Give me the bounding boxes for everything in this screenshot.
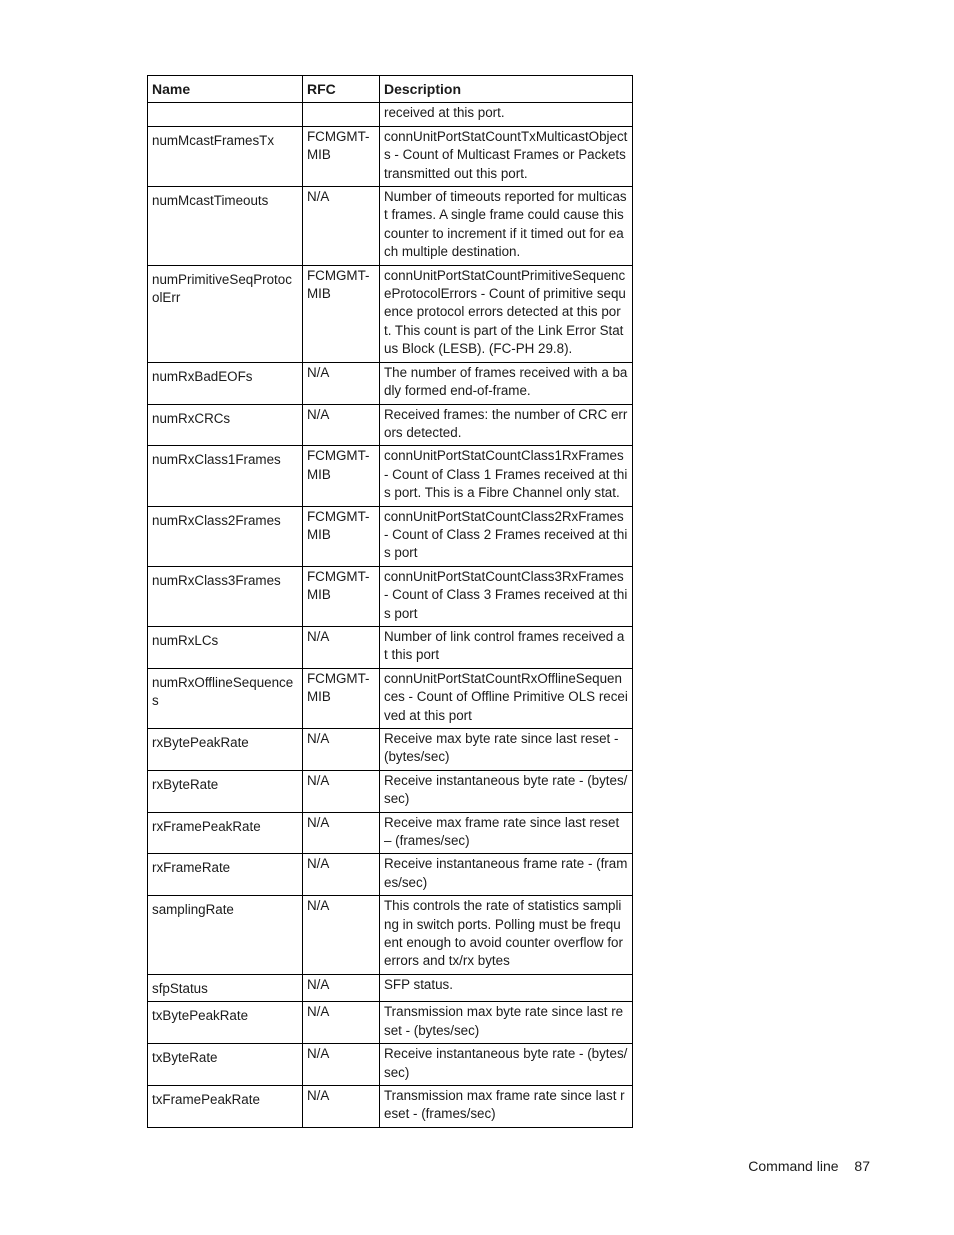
table-row: [148, 770, 633, 812]
cell-name: sfpStatus: [148, 974, 303, 1001]
cell-description: Receive max byte rate since last reset - (bytes/sec): [380, 729, 633, 771]
cell-rfc: N/A: [303, 187, 380, 266]
cell-name: txFramePeakRate: [148, 1085, 303, 1127]
cell-name: samplingRate: [148, 896, 303, 975]
table-row: [148, 729, 633, 771]
cell-rfc: N/A: [303, 1044, 380, 1086]
column-header-description: Description: [380, 76, 633, 103]
cell-rfc: FCMGMT-MIB: [303, 265, 380, 362]
cell-description: connUnitPortStatCountClass1RxFrames - Count of Class 1 Frames received at this port. This is a Fibre Channel only stat.: [380, 446, 633, 506]
cell-description: connUnitPortStatCountTxMulticastObjects - Count of Multicast Frames or Packets transmitted out this port.: [380, 126, 633, 186]
cell-description: Receive instantaneous frame rate - (frames/sec): [380, 854, 633, 896]
cell-name: numRxCRCs: [148, 404, 303, 446]
footer-section-title: Command line: [748, 1158, 839, 1174]
cell-rfc: N/A: [303, 854, 380, 896]
cell-rfc: N/A: [303, 362, 380, 404]
cell-name: rxFramePeakRate: [148, 812, 303, 854]
table-row: [148, 187, 633, 266]
table-header-row: [148, 76, 633, 103]
cell-name: rxBytePeakRate: [148, 729, 303, 771]
cell-name: numRxClass1Frames: [148, 446, 303, 506]
cell-description: Receive instantaneous byte rate - (bytes/sec): [380, 770, 633, 812]
cell-rfc: FCMGMT-MIB: [303, 126, 380, 186]
cell-description: Received frames: the number of CRC errors detected.: [380, 404, 633, 446]
table-row: [148, 404, 633, 446]
cell-rfc: FCMGMT-MIB: [303, 566, 380, 626]
cell-name: numPrimitiveSeqProtocolErr: [148, 265, 303, 362]
table-body: [148, 103, 633, 1127]
table-row: [148, 126, 633, 186]
cell-rfc: N/A: [303, 729, 380, 771]
cell-rfc: N/A: [303, 974, 380, 1001]
cell-description: Transmission max byte rate since last reset - (bytes/sec): [380, 1002, 633, 1044]
table-row: [148, 362, 633, 404]
cell-description: Transmission max frame rate since last reset - (frames/sec): [380, 1085, 633, 1127]
cell-rfc: N/A: [303, 404, 380, 446]
table-row: [148, 1002, 633, 1044]
table-row: [148, 103, 633, 126]
table-row: [148, 265, 633, 362]
table-row: [148, 1044, 633, 1086]
cell-name: numMcastTimeouts: [148, 187, 303, 266]
cell-name: numMcastFramesTx: [148, 126, 303, 186]
table-row: [148, 1085, 633, 1127]
cell-description: Number of link control frames received at this port: [380, 626, 633, 668]
cell-name: numRxClass2Frames: [148, 506, 303, 566]
cell-name: txBytePeakRate: [148, 1002, 303, 1044]
cell-name: numRxOfflineSequences: [148, 668, 303, 728]
column-header-rfc: RFC: [303, 76, 380, 103]
cell-name: rxFrameRate: [148, 854, 303, 896]
cell-description: SFP status.: [380, 974, 633, 1001]
column-header-name: Name: [148, 76, 303, 103]
cell-rfc: FCMGMT-MIB: [303, 668, 380, 728]
cell-name: numRxBadEOFs: [148, 362, 303, 404]
table-row: [148, 668, 633, 728]
cell-name: txByteRate: [148, 1044, 303, 1086]
table-row: [148, 974, 633, 1001]
cell-rfc: N/A: [303, 626, 380, 668]
cell-name: rxByteRate: [148, 770, 303, 812]
cell-name: [148, 103, 303, 126]
cell-rfc: [303, 103, 380, 126]
page-footer: [748, 1158, 870, 1174]
cell-description: connUnitPortStatCountClass3RxFrames - Count of Class 3 Frames received at this port: [380, 566, 633, 626]
cell-description: Number of timeouts reported for multicast frames. A single frame could cause this counter to increment if it timed out for each multiple destination.: [380, 187, 633, 266]
table-row: [148, 626, 633, 668]
table-row: [148, 896, 633, 975]
mib-statistics-table: [147, 75, 633, 1128]
cell-description: connUnitPortStatCountPrimitiveSequenceProtocolErrors - Count of primitive sequence protocol errors detected at this port. This count is part of the Link Error Status Block (LESB). (FC-PH 29.8).: [380, 265, 633, 362]
page-number: 87: [854, 1158, 870, 1174]
cell-description: connUnitPortStatCountRxOfflineSequences - Count of Offline Primitive OLS received at this port: [380, 668, 633, 728]
cell-name: numRxClass3Frames: [148, 566, 303, 626]
cell-rfc: FCMGMT-MIB: [303, 506, 380, 566]
cell-description: received at this port.: [380, 103, 633, 126]
cell-description: connUnitPortStatCountClass2RxFrames - Count of Class 2 Frames received at this port: [380, 506, 633, 566]
table-row: [148, 566, 633, 626]
cell-rfc: N/A: [303, 770, 380, 812]
table-row: [148, 506, 633, 566]
cell-description: Receive max frame rate since last reset – (frames/sec): [380, 812, 633, 854]
cell-description: Receive instantaneous byte rate - (bytes/sec): [380, 1044, 633, 1086]
cell-rfc: N/A: [303, 812, 380, 854]
table-row: [148, 446, 633, 506]
cell-description: This controls the rate of statistics sampling in switch ports. Polling must be frequent enough to avoid counter overflow for errors and tx/rx bytes: [380, 896, 633, 975]
cell-rfc: N/A: [303, 1002, 380, 1044]
cell-rfc: N/A: [303, 1085, 380, 1127]
cell-rfc: N/A: [303, 896, 380, 975]
table-row: [148, 854, 633, 896]
cell-rfc: FCMGMT-MIB: [303, 446, 380, 506]
cell-name: numRxLCs: [148, 626, 303, 668]
cell-description: The number of frames received with a badly formed end-of-frame.: [380, 362, 633, 404]
table-row: [148, 812, 633, 854]
